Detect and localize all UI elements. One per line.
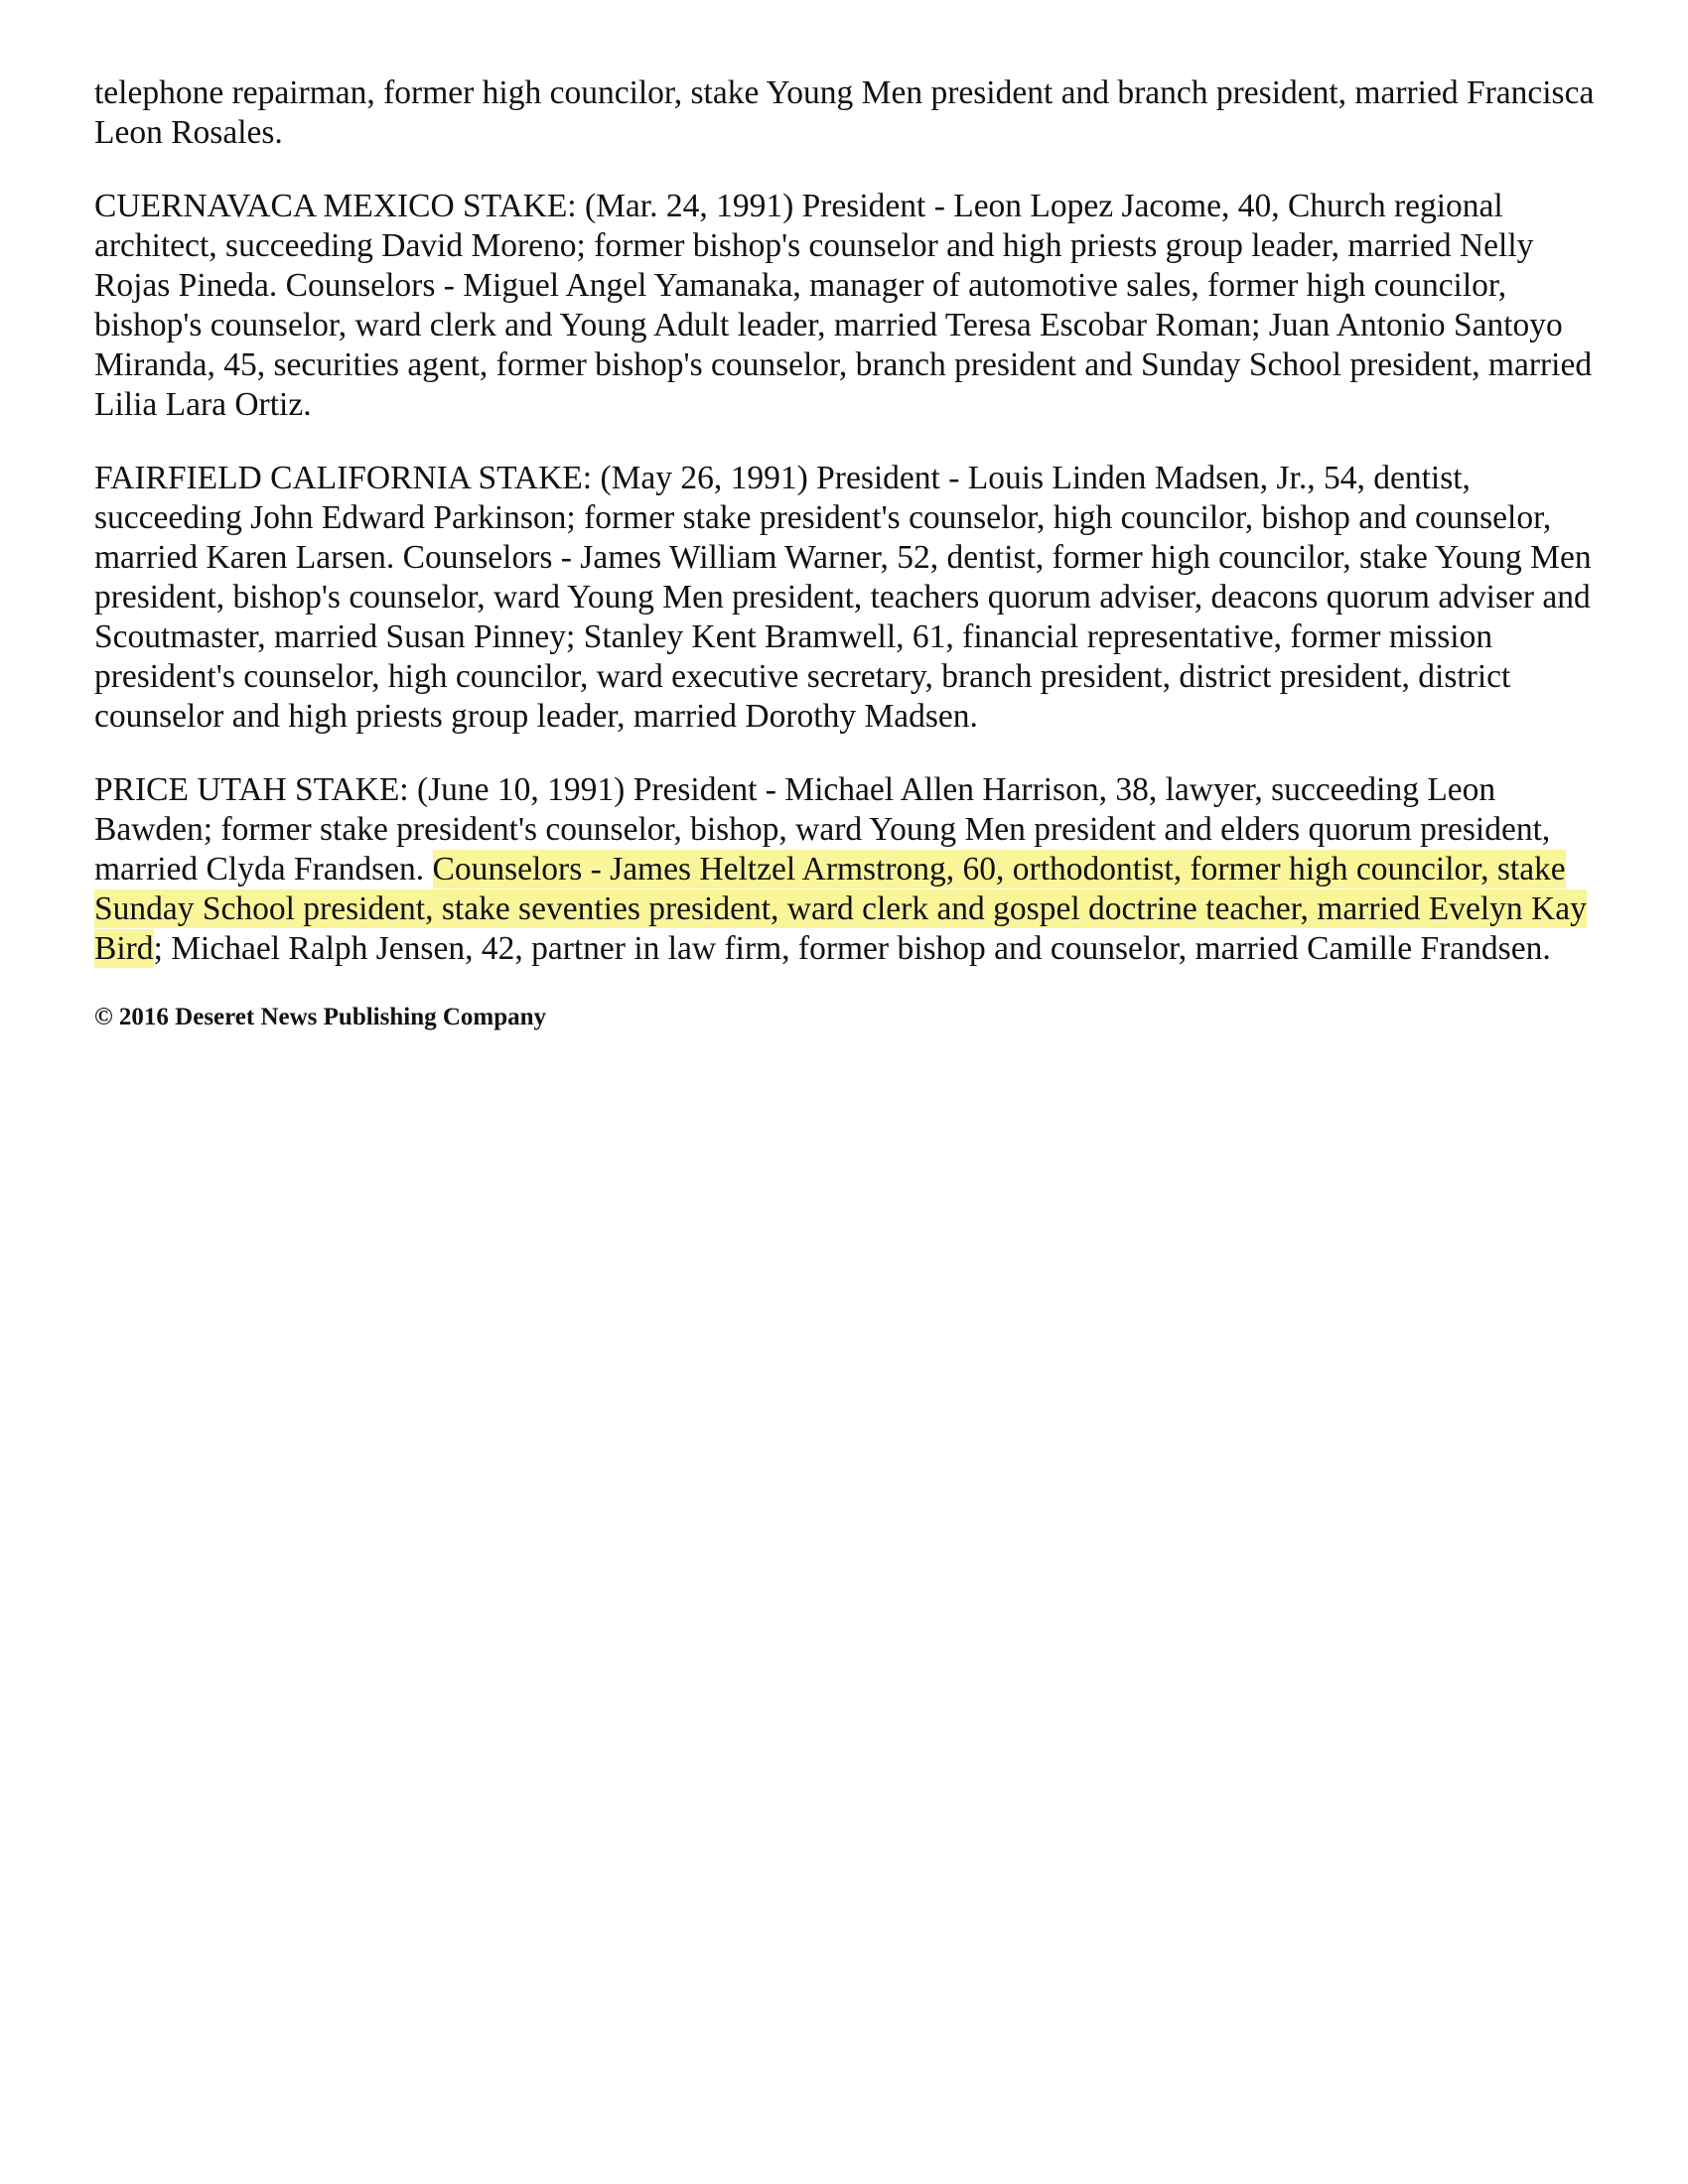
highlighted-text: Counselors - James Heltzel Armstrong, 60, orthodontist, former high councilor, stake Sunday School president, stake seventies president, ward clerk and gospel doctrine teacher, married Evelyn Kay Bird <box>94 851 1587 967</box>
paragraph-continuation: telephone repairman, former high councilor, stake Young Men president and branch president, married Francisca Leon Rosales. <box>94 74 1595 151</box>
paragraph-price-text-after: ; Michael Ralph Jensen, 42, partner in law firm, former bishop and counselor, married Camille Frandsen. <box>153 930 1551 967</box>
paragraph-fairfield-stake: FAIRFIELD CALIFORNIA STAKE: (May 26, 1991) President - Louis Linden Madsen, Jr., 54, dentist, succeeding John Edward Parkinson; former stake president's counselor, high councilor, bishop and counselor, married Karen Larsen. Counselors - James William Warner, 52, dentist, former high councilor, stake Young Men president, bishop's counselor, ward Young Men president, teachers quorum adviser, deacons quorum adviser and Scoutmaster, married Susan Pinney; Stanley Kent Bramwell, 61, financial representative, former mission president's counselor, high councilor, ward executive secretary, branch president, district president, district counselor and high priests group leader, married Dorothy Madsen. <box>94 460 1592 735</box>
copyright-notice: © 2016 Deseret News Publishing Company <box>94 1004 547 1030</box>
document-page <box>94 73 1604 1032</box>
paragraph-price-text-before: PRICE UTAH STAKE: (June 10, 1991) President - Michael Allen Harrison, 38, lawyer, succeeding Leon Bawden; former stake president's counselor, bishop, ward Young Men president and elders quorum president, married Clyda Frandsen. <box>94 771 1551 887</box>
paragraph-cuernavaca-stake: CUERNAVACA MEXICO STAKE: (Mar. 24, 1991) President - Leon Lopez Jacome, 40, Church regional architect, succeeding David Moreno; former bishop's counselor and high priests group leader, married Nelly Rojas Pineda. Counselors - Miguel Angel Yamanaka, manager of automotive sales, former high councilor, bishop's counselor, ward clerk and Young Adult leader, married Teresa Escobar Roman; Juan Antonio Santoyo Miranda, 45, securities agent, former bishop's counselor, branch president and Sunday School president, married Lilia Lara Ortiz. <box>94 188 1593 423</box>
paragraph-price-stake <box>94 770 1604 969</box>
